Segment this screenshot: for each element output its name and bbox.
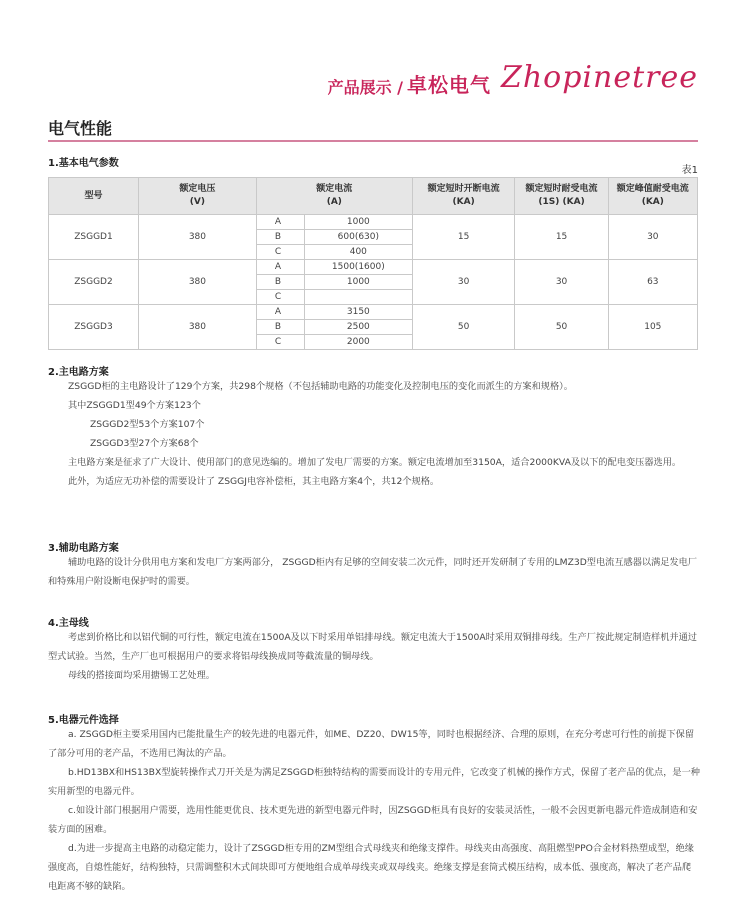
header-breaking-current: 额定短时开断电流 (KA) — [412, 178, 515, 215]
current-grade-cell: C — [256, 335, 304, 350]
current-value-cell: 400 — [304, 245, 412, 260]
subsection-2-title: 2.主电路方案 — [48, 367, 109, 378]
table-row — [49, 215, 698, 230]
header-withstand-current: 额定短时耐受电流 (1S) (KA) — [515, 178, 608, 215]
current-grade-cell: A — [256, 215, 304, 230]
current-value-cell: 2500 — [304, 320, 412, 335]
subsection-4-title: 4.主母线 — [48, 618, 89, 629]
paragraph: 此外，为适应无功补偿的需要设计了 ZSGGJ电容补偿柜，其主电路方案4个，共12个规格。 — [68, 476, 440, 487]
subsection-1-title: 1.基本电气参数 — [48, 158, 119, 169]
section-title: 电气性能 — [48, 119, 113, 138]
brand-logo: Zhopinetree — [500, 60, 698, 95]
current-value-cell: 2000 — [304, 335, 412, 350]
paragraph: 其中ZSGGD1型49个方案123个 — [68, 400, 201, 411]
current-value-cell: 1000 — [304, 275, 412, 290]
current-grade-cell: A — [256, 260, 304, 275]
breaking-cell: 50 — [412, 305, 515, 350]
header-category: 产品展示 / — [327, 78, 403, 97]
current-grade-cell: B — [256, 320, 304, 335]
withstand-cell: 15 — [515, 215, 608, 260]
page-header — [328, 58, 698, 98]
paragraph: 主电路方案是征求了广大设计、使用部门的意见选编的。增加了发电厂需要的方案。额定电流增加至3150A，适合2000KVA及以下的配电变压器选用。 — [68, 457, 682, 468]
current-value-cell: 1500(1600) — [304, 260, 412, 275]
current-value-cell: 1000 — [304, 215, 412, 230]
electrical-parameters-table — [48, 177, 698, 350]
peak-cell: 63 — [608, 260, 697, 305]
current-grade-cell: A — [256, 305, 304, 320]
current-grade-cell: B — [256, 275, 304, 290]
component-selection-text — [48, 725, 700, 896]
paragraph: d.为进一步提高主电路的动稳定能力，设计了ZSGGD柜专用的ZM型组合式母线夹和绝缘支撑件。母线夹由高强度、高阻燃型PPO合金材料热塑成型，绝缘强度高，自熄性能好，结构独特，只需调整积木式间块即可方便地组合成单母线夹或双母线夹。绝缘支撑是套筒式模压结构，成本低、强度高，解决了老产品爬电距离不够的缺陷。 — [48, 843, 694, 892]
breaking-cell: 15 — [412, 215, 515, 260]
title-divider — [48, 140, 698, 142]
voltage-cell: 380 — [138, 215, 256, 260]
paragraph: 辅助电路的设计分供用电方案和发电厂方案两部分， ZSGGD柜内有足够的空间安装二次元件，同时还开发研制了专用的LMZ3D型电流互感器以满足发电厂和特殊用户附设断电保护时的需要。 — [48, 557, 698, 587]
paragraph: a. ZSGGD柜主要采用国内已能批量生产的较先进的电器元件，如ME、DZ20、DW15等，同时也根据经济、合理的原则，在充分考虑可行性的前提下保留了部分可用的老产品，不选用已淘汰的产品。 — [48, 729, 695, 759]
voltage-cell: 380 — [138, 305, 256, 350]
model-cell: ZSGGD2 — [49, 260, 139, 305]
current-grade-cell: B — [256, 230, 304, 245]
model-cell: ZSGGD3 — [49, 305, 139, 350]
withstand-cell: 50 — [515, 305, 608, 350]
header-peak-current: 额定峰值耐受电流 (KA) — [608, 178, 697, 215]
current-grade-cell: C — [256, 245, 304, 260]
current-value-cell: 3150 — [304, 305, 412, 320]
paragraph: c.如设计部门根据用户需要，选用性能更优良、技术更先进的新型电器元件时，因ZSGGD柜具有良好的安装灵活性，一般不会因更新电器元件造成制造和安装方面的困难。 — [48, 805, 698, 835]
current-value-cell: 600(630) — [304, 230, 412, 245]
current-value-cell — [304, 290, 412, 305]
breaking-cell: 30 — [412, 260, 515, 305]
withstand-cell: 30 — [515, 260, 608, 305]
peak-cell: 105 — [608, 305, 697, 350]
table-number: 表1 — [681, 165, 698, 176]
subsection-5-title: 5.电器元件选择 — [48, 715, 119, 726]
peak-cell: 30 — [608, 215, 697, 260]
auxiliary-circuit-text — [48, 553, 700, 591]
main-circuit-text — [48, 377, 700, 491]
subsection-3-title: 3.辅助电路方案 — [48, 543, 119, 554]
table-row — [49, 260, 698, 275]
paragraph: 母线的搭接面均采用搪锡工艺处理。 — [68, 670, 215, 681]
current-grade-cell: C — [256, 290, 304, 305]
table-row — [49, 305, 698, 320]
table-header-row — [49, 178, 698, 215]
voltage-cell: 380 — [138, 260, 256, 305]
header-voltage: 额定电压 (V) — [138, 178, 256, 215]
paragraph: ZSGGD2型53个方案107个 — [90, 419, 205, 430]
busbar-text — [48, 628, 700, 685]
header-model: 型号 — [49, 178, 139, 215]
paragraph: b.HD13BX和HS13BX型旋转操作式刀开关是为满足ZSGGD柜独特结构的需要而设计的专用元件，它改变了机械的操作方式，保留了老产品的优点，是一种实用新型的电器元件。 — [48, 767, 700, 797]
model-cell: ZSGGD1 — [49, 215, 139, 260]
paragraph: 考虑到价格比和以铝代铜的可行性，额定电流在1500A及以下时采用单铝排母线。额定电流大于1500A时采用双铜排母线。生产厂按此规定制造样机并通过型式试验。当然，生产厂也可根据用户的要求将铝母线换成同等截流量的铜母线。 — [48, 632, 697, 662]
header-current: 额定电流 (A) — [256, 178, 412, 215]
paragraph: ZSGGD柜的主电路设计了129个方案，共298个规格（不包括辅助电路的功能变化及控制电压的变化而派生的方案和规格）。 — [68, 381, 573, 392]
header-company: 卓松电气 — [406, 73, 491, 97]
paragraph: ZSGGD3型27个方案68个 — [90, 438, 199, 449]
